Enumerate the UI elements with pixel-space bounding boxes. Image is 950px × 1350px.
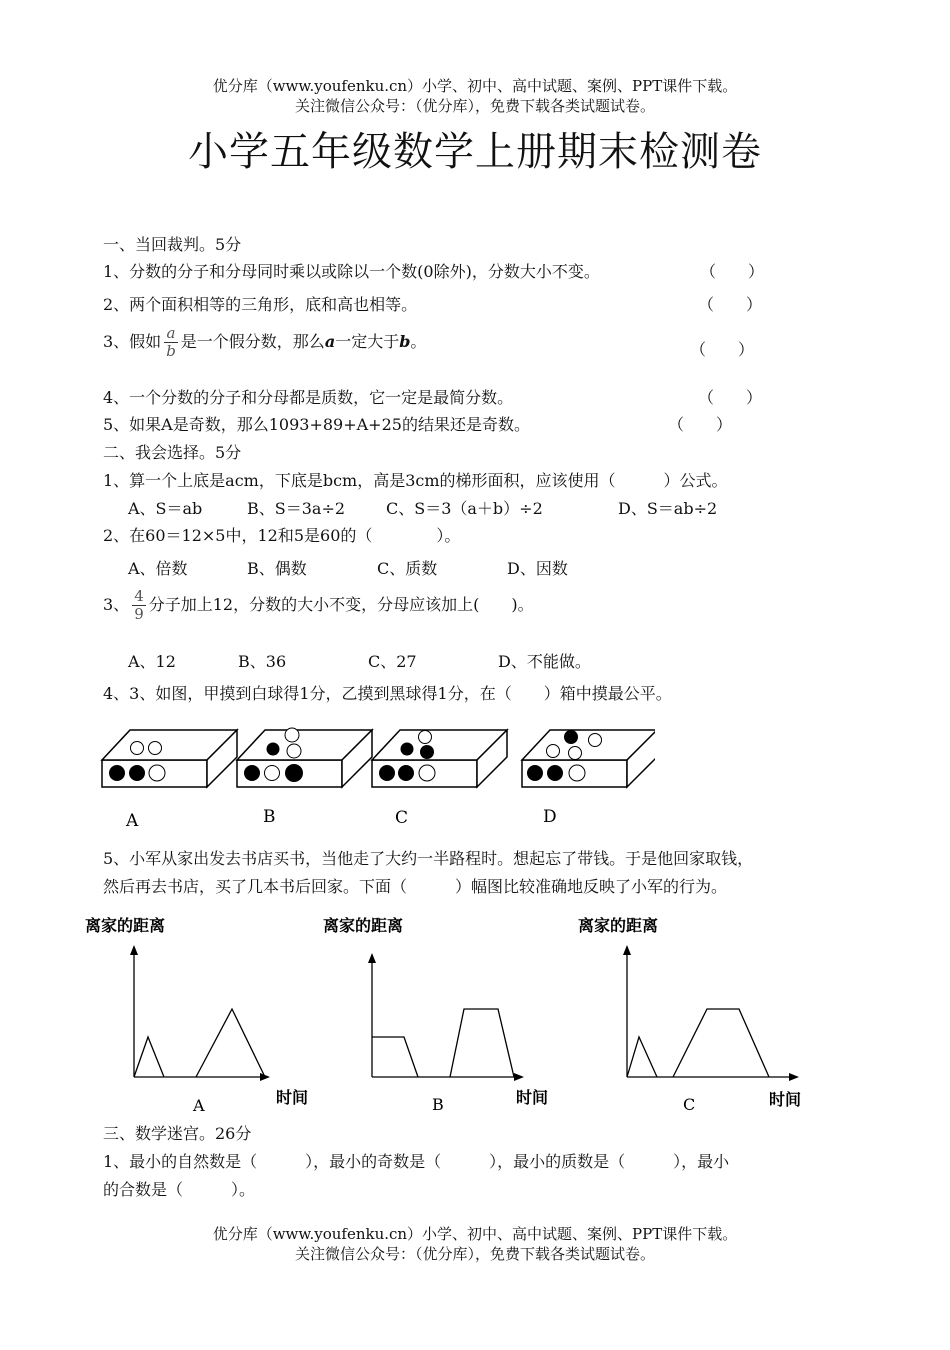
s2-q1-option-d[interactable]: D、S＝ab÷2: [618, 499, 718, 518]
fraction-4-over-9: $\frac{4}{9}$: [134, 587, 144, 623]
box-label-d: D: [543, 807, 557, 827]
fraction-a-over-b: $\frac{a}{b}$: [166, 324, 176, 360]
s2-q1-option-a[interactable]: A、S＝ab: [128, 499, 203, 518]
section-2-heading: 二、我会选择。5分: [103, 443, 242, 462]
header-line-2: 关注微信公众号：（优分库），免费下载各类试题试卷。: [294, 97, 655, 115]
s1-question-5: 5、如果A是奇数，那么1093+89+A+25的结果还是奇数。: [103, 415, 530, 434]
box-label-c: C: [395, 808, 409, 828]
graph-c[interactable]: [573, 905, 833, 1120]
s2-q2-option-a[interactable]: A、倍数: [128, 559, 188, 578]
graph-b-label: B: [432, 1095, 444, 1114]
graph-b-xlabel: 时间: [516, 1088, 549, 1107]
s2-question-4: 4、3、如图，甲摸到白球得1分，乙摸到黑球得1分，在（ ）箱中摸最公平。: [103, 684, 672, 703]
box-b[interactable]: [237, 728, 372, 827]
box-label-b: B: [263, 807, 276, 827]
s2-q3-option-b[interactable]: B、36: [238, 652, 287, 671]
s2-q3-option-a[interactable]: A、12: [128, 652, 176, 671]
graph-a-ylabel: 离家的距离: [85, 916, 166, 935]
section-3-heading: 三、数学迷宫。26分: [103, 1124, 252, 1143]
graph-b-ylabel: 离家的距离: [323, 916, 404, 935]
footer-line-1: 优分库（www.youfenku.cn）小学、初中、高中试题、案例、PPT课件下载。: [212, 1225, 738, 1243]
box-c[interactable]: [372, 730, 507, 828]
graph-a-xlabel: 时间: [276, 1088, 309, 1107]
s1-question-3: 3、假如 $\frac{a}{b}$ 是一个假分数，那么a一定大于b。: [103, 324, 427, 360]
s2-question-5-line-1: 5、小军从家出发去书店买书，当他走了大约一半路程时。想起忘了带钱。于是他回家取钱，: [103, 849, 754, 868]
box-d[interactable]: [522, 730, 655, 827]
s2-q3-option-c[interactable]: C、27: [368, 652, 417, 671]
box-label-a: A: [126, 811, 139, 831]
graph-a[interactable]: [80, 905, 340, 1120]
s2-question-3: 3、 $\frac{4}{9}$ 分子加上12，分数的大小不变，分母应该加上( )。: [103, 587, 534, 623]
section-1-heading: 一、当回裁判。5分: [103, 235, 242, 254]
box-a[interactable]: [102, 730, 237, 831]
s1-question-1: 1、分数的分子和分母同时乘以或除以一个数(0除外)，分数大小不变。: [103, 262, 600, 281]
page-title: 小学五年级数学上册期末检测卷: [188, 129, 762, 175]
header-line-1: 优分库（www.youfenku.cn）小学、初中、高中试题、案例、PPT课件下载。: [212, 77, 738, 95]
s1-q1-answer-blank[interactable]: （ ）: [700, 262, 765, 281]
s2-q3-option-d[interactable]: D、不能做。: [498, 652, 591, 671]
s1-q3-answer-blank[interactable]: （ ）: [690, 340, 755, 359]
s1-q2-answer-blank[interactable]: （ ）: [698, 295, 763, 314]
s1-question-4: 4、一个分数的分子和分母都是质数，它一定是最简分数。: [103, 388, 514, 407]
s3-question-1-line-2: 的合数是（ ）。: [103, 1180, 256, 1199]
s1-q4-answer-blank[interactable]: （ ）: [698, 388, 763, 407]
s2-q1-option-c[interactable]: C、S＝3（a＋b）÷2: [386, 499, 543, 518]
s3-question-1-line-1: 1、最小的自然数是（ ），最小的奇数是（ ），最小的质数是（ ），最小: [103, 1152, 730, 1171]
s2-question-2: 2、在60＝12×5中，12和5是60的（ ）。: [103, 526, 461, 545]
footer-line-2: 关注微信公众号：（优分库），免费下载各类试题试卷。: [294, 1245, 655, 1263]
s1-q5-answer-blank[interactable]: （ ）: [668, 415, 733, 434]
s2-q2-option-d[interactable]: D、因数: [507, 559, 568, 578]
graph-a-label: A: [193, 1096, 205, 1115]
graph-b[interactable]: [318, 905, 578, 1120]
graph-c-label: C: [683, 1095, 696, 1114]
s1-question-2: 2、两个面积相等的三角形，底和高也相等。: [103, 295, 418, 314]
graph-c-xlabel: 时间: [769, 1090, 802, 1109]
s2-q2-option-c[interactable]: C、质数: [377, 559, 438, 578]
s2-question-1: 1、算一个上底是acm，下底是bcm，高是3cm的梯形面积，应该使用（ ）公式。: [103, 471, 728, 490]
s2-q2-option-b[interactable]: B、偶数: [247, 559, 307, 578]
graph-c-ylabel: 离家的距离: [578, 916, 659, 935]
ball-boxes-figure: [95, 715, 655, 835]
s2-question-5-line-2: 然后再去书店，买了几本书后回家。下面（ ）幅图比较准确地反映了小军的行为。: [103, 877, 728, 896]
s2-q1-option-b[interactable]: B、S＝3a÷2: [247, 499, 346, 518]
